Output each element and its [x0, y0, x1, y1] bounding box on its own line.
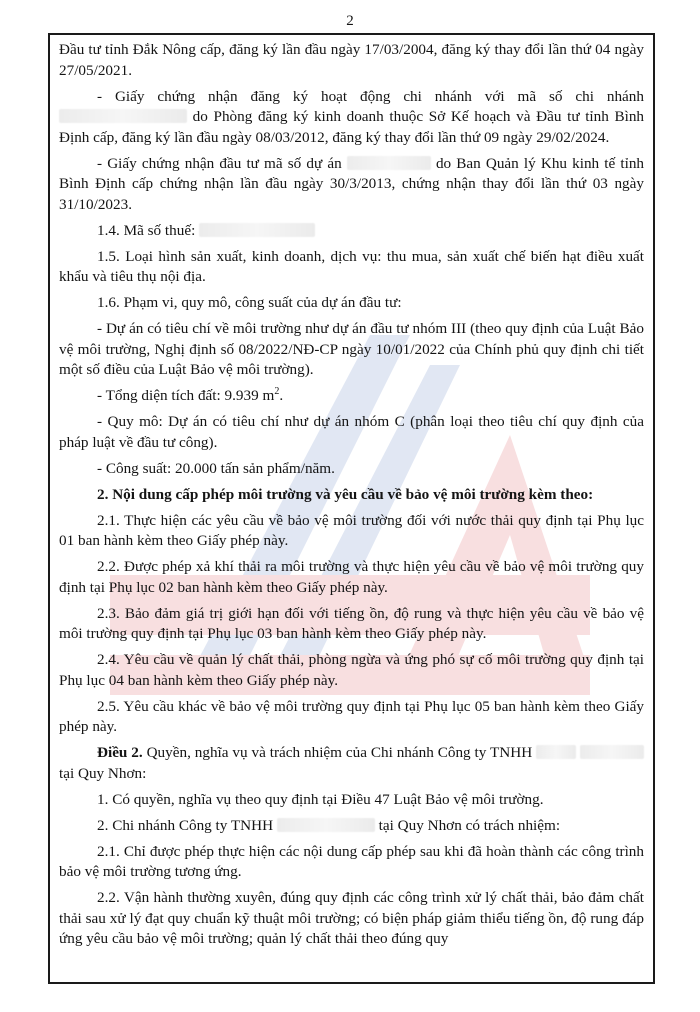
paragraph-branch-certificate: - Giấy chứng nhận đăng ký hoạt động chi nhánh với mã số chi nhánh do Phòng đăng ký kinh doanh thuộc Sở Kế hoạch và Đầu tư tỉnh Bình Định cấp, đăng ký lần đầu ngày 08/03/2012, đăng ký thay đổi lần thứ 09 ngày 29/02/2024.	[59, 87, 645, 146]
paragraph-tax-code: 1.4. Mã số thuế:	[59, 221, 644, 242]
section-heading-permit-content: 2. Nội dung cấp phép môi trường và yêu cầu về bảo vệ môi trường kèm theo:	[97, 485, 594, 503]
paragraph-operation: 2.2. Vận hành thường xuyên, đúng quy định các công trình xử lý chất thải, bảo đảm chất thải sau xử lý đạt quy chuẩn kỹ thuật môi trường; có biện pháp giảm thiểu tiếng ồn, độ rung đáp ứng yêu cầu bảo vệ môi trường; quản lý chất thải theo đúng quy	[59, 889, 644, 947]
redacted-company-name-cont	[580, 745, 644, 759]
document-frame	[48, 33, 655, 984]
paragraph-scope: 1.6. Phạm vi, quy mô, công suất của dự án đầu tư:	[97, 294, 402, 311]
redacted-company-name-2	[277, 818, 375, 832]
redacted-branch-code	[59, 109, 187, 123]
paragraph-rights: 1. Có quyền, nghĩa vụ theo quy định tại Điều 47 Luật Bảo vệ môi trường.	[97, 790, 544, 808]
paragraph-capacity: - Công suất: 20.000 tấn sản phẩm/năm.	[97, 459, 335, 477]
paragraph-investment-certificate: - Giấy chứng nhận đầu tư mã số dự án do Ban Quản lý Khu kinh tế tỉnh Bình Định cấp chứng nhận lần đầu ngày 30/3/2013, chứng nhận thay đổi lần thứ 03 ngày 31/10/2023.	[59, 154, 645, 213]
redacted-project-code	[347, 156, 431, 170]
paragraph-business-type: 1.5. Loại hình sản xuất, kinh doanh, dịch vụ: thu mua, sản xuất chế biến hạt điều xuất khẩu và tiêu thụ nội địa.	[59, 247, 644, 285]
redacted-company-name	[536, 745, 576, 759]
paragraph-responsibilities: 2. Chi nhánh Công ty TNHH tại Quy Nhơn có trách nhiệm:	[97, 816, 561, 834]
paragraph-wastewater: 2.1. Thực hiện các yêu cầu về bảo vệ môi trường đối với nước thải quy định tại Phụ lục 01 ban hành kèm theo Giấy phép này.	[59, 511, 644, 549]
paragraph-emissions: 2.2. Được phép xả khí thải ra môi trường và thực hiện yêu cầu về bảo vệ môi trường quy định tại Phụ lục 02 ban hành kèm theo Giấy phép này.	[59, 558, 644, 596]
document-body	[50, 35, 653, 950]
paragraph-environment-group: - Dự án có tiêu chí về môi trường như dự án đầu tư nhóm III (theo quy định của Luật Bảo vệ môi trường, Nghị định số 08/2022/NĐ-CP ngày 10/01/2022 của Chính phủ quy định chi tiết một số điều của Luật Bảo vệ môi trường).	[59, 320, 644, 378]
paragraph-project-scale: - Quy mô: Dự án có tiêu chí như dự án nhóm C (phân loại theo tiêu chí quy định của pháp luật về đầu tư công).	[59, 413, 644, 451]
page-number: 2	[346, 13, 354, 29]
paragraph-permit-conditions: 2.1. Chỉ được phép thực hiện các nội dung cấp phép sau khi đã hoàn thành các công trình bảo vệ môi trường tương ứng.	[59, 842, 644, 880]
redacted-tax-code	[199, 223, 315, 237]
paragraph-noise: 2.3. Bảo đảm giá trị giới hạn đối với tiếng ồn, độ rung và thực hiện yêu cầu về bảo vệ môi trường quy định tại Phụ lục 03 ban hành kèm theo Giấy phép này.	[59, 604, 644, 642]
paragraph-other-requirements: 2.5. Yêu cầu khác về bảo vệ môi trường quy định tại Phụ lục 05 ban hành kèm theo Giấy phép này.	[59, 697, 644, 735]
paragraph-land-area: - Tổng diện tích đất: 9.939 $m^2$.	[97, 385, 284, 404]
paragraph-registration-1: Đầu tư tỉnh Đắk Nông cấp, đăng ký lần đầu ngày 17/03/2004, đăng ký thay đổi lần thứ 04 ngày 27/05/2021.	[59, 41, 644, 79]
paragraph-waste-management: 2.4. Yêu cầu về quản lý chất thải, phòng ngừa và ứng phó sự cố môi trường quy định tại Phụ lục 04 ban hành kèm theo Giấy phép này.	[59, 651, 644, 689]
article-2-heading: Điều 2. Quyền, nghĩa vụ và trách nhiệm của Chi nhánh Công ty TNHH tại Quy Nhơn:	[59, 743, 644, 784]
